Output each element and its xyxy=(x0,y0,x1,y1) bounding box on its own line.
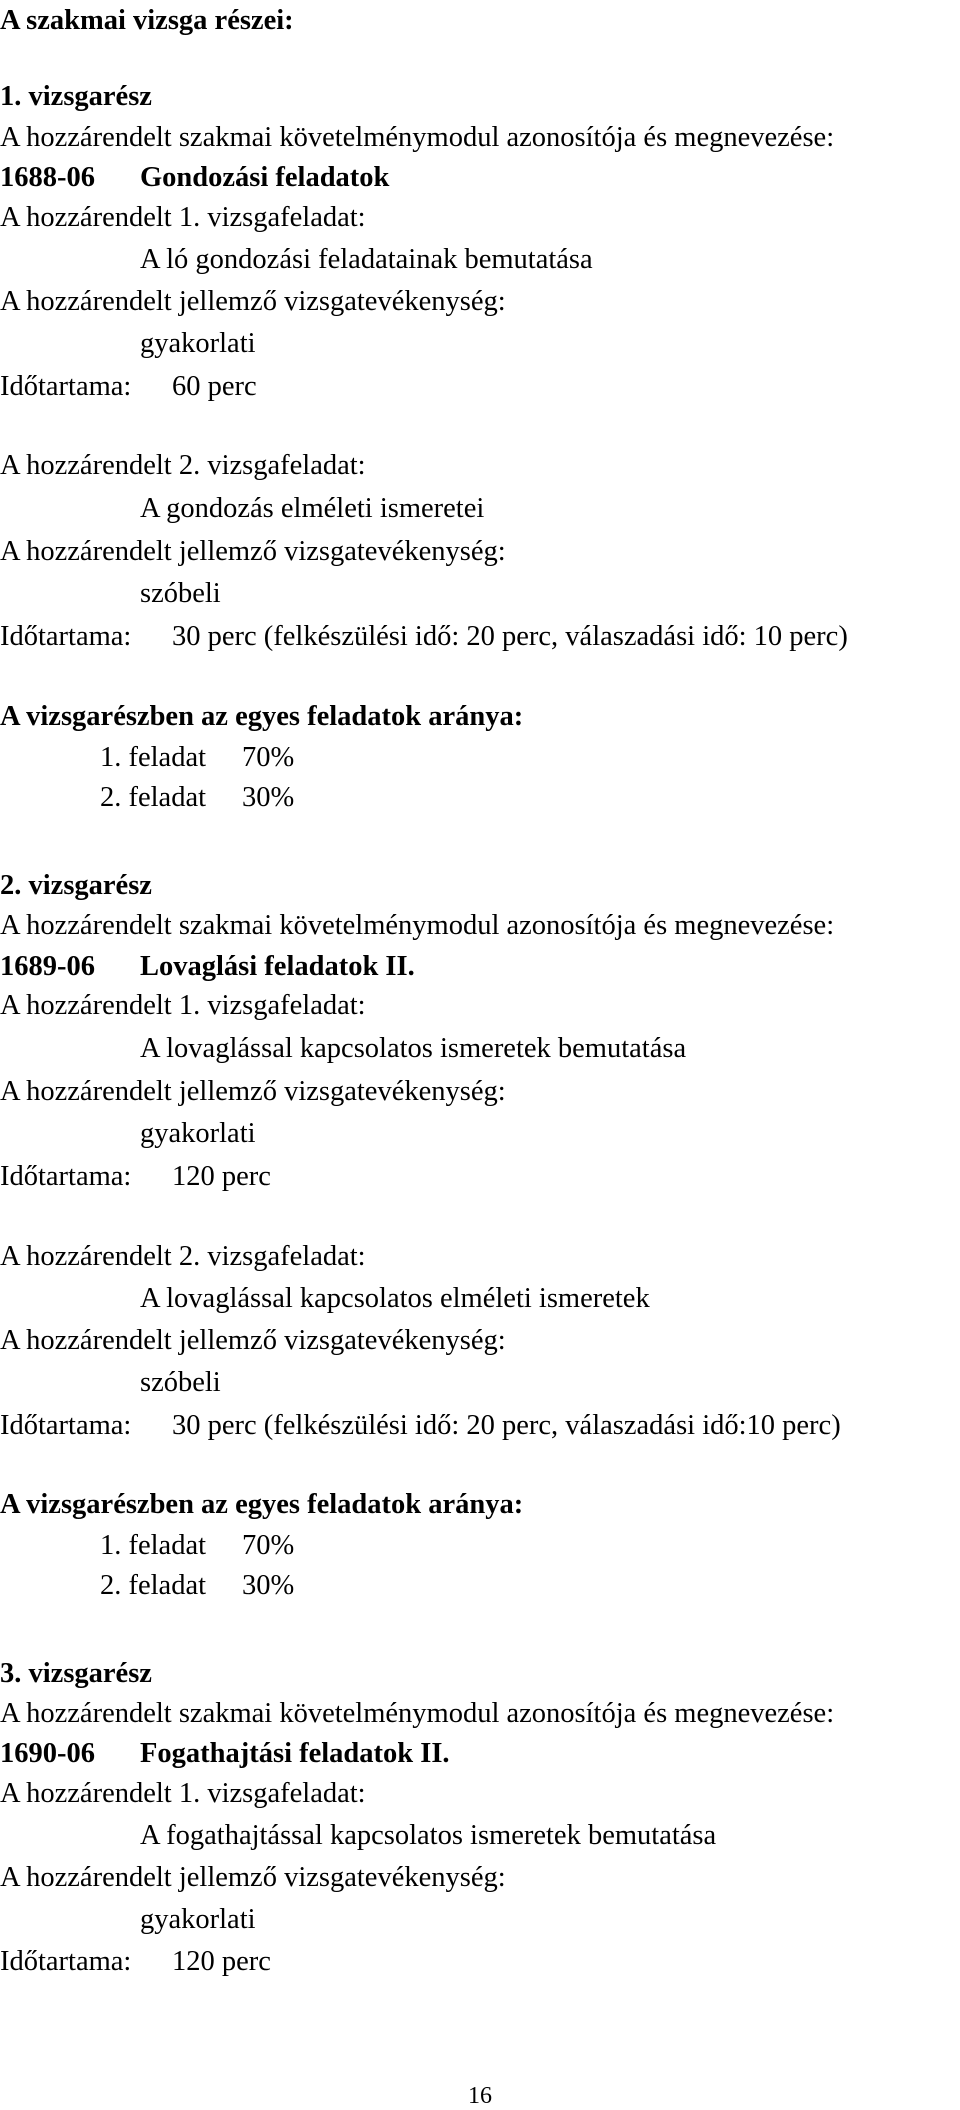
ratio-task: 1. feladat xyxy=(100,1530,207,1561)
part-2-task-1-name: A lovaglással kapcsolatos ismeretek bemutatása xyxy=(140,1033,687,1064)
part-1-task-2-name: A gondozás elméleti ismeretei xyxy=(140,493,485,524)
part-2-module-name: Lovaglási feladatok II. xyxy=(140,951,415,982)
ratio-value: 30% xyxy=(242,782,295,813)
part-1-task-1-label: A hozzárendelt 1. vizsgafeladat: xyxy=(0,202,366,233)
part-2-title: 2. vizsgarész xyxy=(0,870,152,901)
part-3-task-1-type: gyakorlati xyxy=(140,1904,256,1935)
part-2-ratio-2 xyxy=(100,1569,294,1603)
part-2-task-2-name: A lovaglással kapcsolatos elméleti ismeretek xyxy=(140,1283,650,1314)
part-3-task-1-name: A fogathajtással kapcsolatos ismeretek bemutatása xyxy=(140,1820,717,1851)
part-1-task-1-type: gyakorlati xyxy=(140,328,256,359)
part-2-module-label: A hozzárendelt szakmai követelménymodul azonosítója és megnevezése: xyxy=(0,910,835,941)
duration-value: 120 perc xyxy=(172,1161,271,1192)
part-2-ratio-heading: A vizsgarészben az egyes feladatok aránya: xyxy=(0,1489,524,1520)
part-2-module-code: 1689-06 xyxy=(0,951,95,982)
ratio-task: 1. feladat xyxy=(100,742,207,773)
duration-label: Időtartama: xyxy=(0,1410,132,1441)
part-2-task-1-activity-label: A hozzárendelt jellemző vizsgatevékenység: xyxy=(0,1076,506,1107)
part-3-module-code: 1690-06 xyxy=(0,1738,95,1769)
part-1-task-1-name: A ló gondozási feladatainak bemutatása xyxy=(140,244,593,275)
duration-value: 60 perc xyxy=(172,371,257,402)
duration-value: 30 perc (felkészülési idő: 20 perc, válaszadási idő:10 perc) xyxy=(172,1410,841,1441)
part-3-module xyxy=(0,1737,450,1771)
part-1-task-2-type: szóbeli xyxy=(140,578,221,609)
part-3-module-label: A hozzárendelt szakmai követelménymodul azonosítója és megnevezése: xyxy=(0,1698,835,1729)
part-1-module-label: A hozzárendelt szakmai követelménymodul azonosítója és megnevezése: xyxy=(0,122,835,153)
part-1-title: 1. vizsgarész xyxy=(0,81,152,112)
part-1-module xyxy=(0,161,389,195)
part-2-task-1-duration xyxy=(0,1160,271,1194)
ratio-task: 2. feladat xyxy=(100,782,207,813)
part-3-task-1-label: A hozzárendelt 1. vizsgafeladat: xyxy=(0,1778,366,1809)
part-2-task-2-duration xyxy=(0,1409,841,1443)
part-3-module-name: Fogathajtási feladatok II. xyxy=(140,1738,450,1769)
part-3-task-1-duration xyxy=(0,1945,271,1979)
part-1-task-1-duration xyxy=(0,370,257,404)
part-3-title: 3. vizsgarész xyxy=(0,1658,152,1689)
part-1-ratio-2 xyxy=(100,781,294,815)
part-2-task-2-type: szóbeli xyxy=(140,1367,221,1398)
part-2-task-1-label: A hozzárendelt 1. vizsgafeladat: xyxy=(0,990,366,1021)
ratio-value: 30% xyxy=(242,1570,295,1601)
duration-value: 120 perc xyxy=(172,1946,271,1977)
part-2-task-2-label: A hozzárendelt 2. vizsgafeladat: xyxy=(0,1241,366,1272)
ratio-value: 70% xyxy=(242,742,295,773)
part-1-ratio-heading: A vizsgarészben az egyes feladatok aránya: xyxy=(0,701,524,732)
part-1-task-2-activity-label: A hozzárendelt jellemző vizsgatevékenység: xyxy=(0,536,506,567)
part-2-task-1-type: gyakorlati xyxy=(140,1118,256,1149)
duration-label: Időtartama: xyxy=(0,1161,132,1192)
ratio-task: 2. feladat xyxy=(100,1570,207,1601)
part-1-module-name: Gondozási feladatok xyxy=(140,162,390,193)
duration-value: 30 perc (felkészülési idő: 20 perc, válaszadási idő: 10 perc) xyxy=(172,621,848,652)
part-1-task-2-duration xyxy=(0,620,848,654)
part-1-task-2-label: A hozzárendelt 2. vizsgafeladat: xyxy=(0,450,366,481)
duration-label: Időtartama: xyxy=(0,371,132,402)
part-2-task-2-activity-label: A hozzárendelt jellemző vizsgatevékenység: xyxy=(0,1325,506,1356)
part-3-task-1-activity-label: A hozzárendelt jellemző vizsgatevékenység: xyxy=(0,1862,506,1893)
duration-label: Időtartama: xyxy=(0,1946,132,1977)
section-heading: A szakmai vizsga részei: xyxy=(0,5,294,36)
part-2-module xyxy=(0,950,415,984)
part-1-task-1-activity-label: A hozzárendelt jellemző vizsgatevékenység: xyxy=(0,286,506,317)
duration-label: Időtartama: xyxy=(0,621,132,652)
part-1-ratio-1 xyxy=(100,741,294,775)
ratio-value: 70% xyxy=(242,1530,295,1561)
part-2-ratio-1 xyxy=(100,1529,294,1563)
part-1-module-code: 1688-06 xyxy=(0,162,95,193)
page-number: 16 xyxy=(468,2083,492,2109)
